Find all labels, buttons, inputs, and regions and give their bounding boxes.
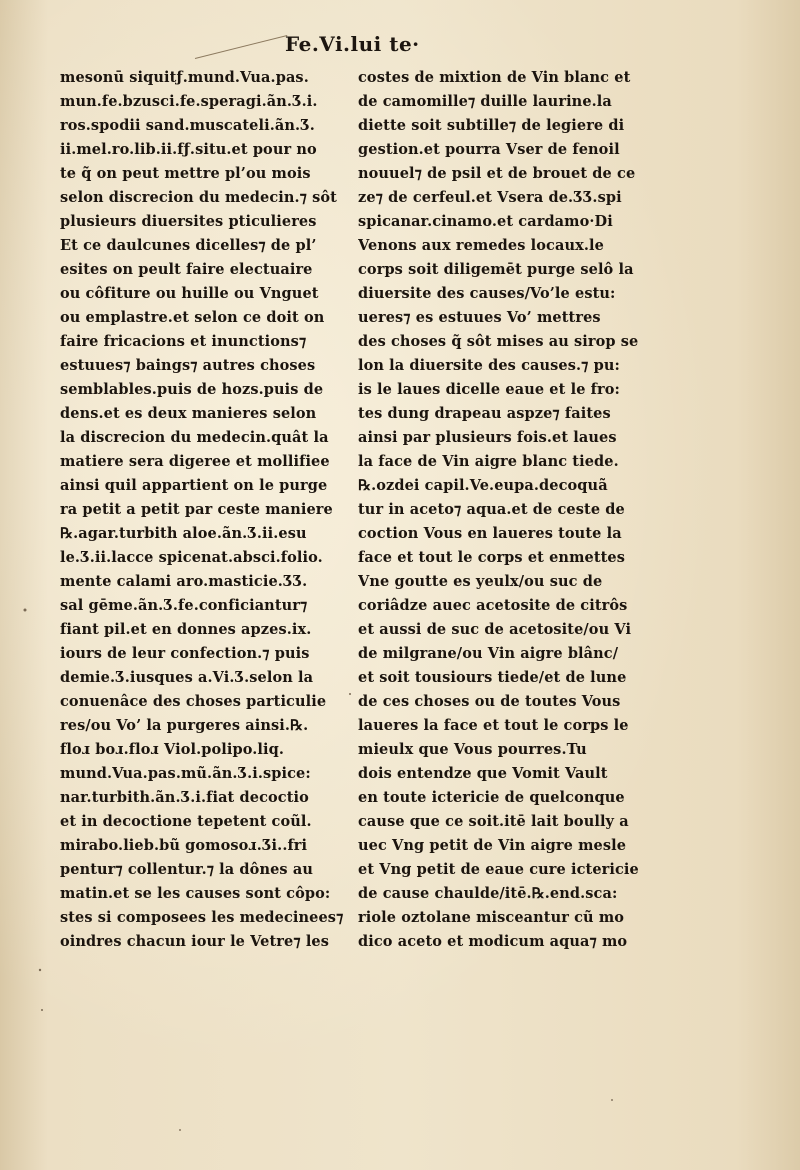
text-line: mesonū siquitƒ.mund.Vua.pas. [60, 69, 309, 86]
text-line: pentur⁊ collentur.⁊ la dônes au [60, 861, 313, 878]
text-line: res/ou Vo’ la purgeres ainsi.℞. [60, 717, 309, 734]
text-line: gestion.et pourra Vser de fenoil [358, 141, 620, 158]
text-line: mieulx que Vous pourres.Tu [358, 741, 587, 758]
text-line: mente calami aro.masticie.ƷƷ. [60, 573, 308, 590]
text-line: la face de Vin aigre blanc tiede. [358, 453, 619, 470]
text-line: semblables.puis de hozs.puis de [60, 381, 324, 398]
text-line: iours de leur confection.⁊ puis [60, 645, 310, 662]
text-line: ℞.agar.turbith aloe.ãn.Ʒ.ii.esu [60, 525, 307, 542]
text-line: et in decoctione tepetent coũl. [60, 813, 312, 830]
text-line: matiere sera digeree et mollifiee [60, 453, 330, 470]
text-line: de camomille⁊ duille laurine.la [358, 93, 612, 110]
text-line: riole oztolane misceantur cũ mo [358, 909, 625, 926]
text-line: spicanar.cinamo.et cardamo·Di [358, 213, 613, 230]
text-line: lon la diuersite des causes.⁊ pu: [358, 357, 620, 374]
text-line: plusieurs diuersites pticulieres [60, 213, 317, 230]
text-line: ainsi quil appartient on le purge [60, 477, 328, 494]
text-line: esites on peult faire electuaire [60, 261, 313, 278]
text-line: laueres la face et tout le corps le [358, 717, 629, 734]
text-line: ou côfiture ou huille ou Vnguet [60, 285, 319, 302]
text-line: oindres chacun iour le Vetre⁊ les [60, 933, 330, 950]
text-line: en toute ictericie de quelconque [358, 789, 625, 806]
text-line: faire fricacions et inunctions⁊ [60, 333, 307, 350]
text-line: des choses q̃ sôt mises au sirop se [358, 333, 639, 350]
text-line: et aussi de suc de acetosite/ou Vi [358, 621, 632, 638]
text-line: ra petit a petit par ceste maniere [60, 501, 333, 518]
text-line: tur in aceto⁊ aqua.et de ceste de [358, 501, 625, 518]
text-line: sal gēme.ãn.Ʒ.fe.conficiantur⁊ [60, 597, 308, 614]
text-line: ii.mel.ro.lib.ii.fƒ.situ.et pour no [60, 141, 317, 158]
text-line: tes dung drapeau aspze⁊ faites [358, 405, 611, 422]
text-line: coction Vous en laueres toute la [358, 525, 622, 542]
text-line: dico aceto et modicum aqua⁊ mo [358, 933, 628, 950]
text-line: selon discrecion du medecin.⁊ sôt [60, 189, 337, 206]
text-line: uec Vng petit de Vin aigre mesle [358, 837, 627, 854]
text-line: is le laues dicelle eaue et le fro: [358, 381, 620, 398]
text-line: mund.Vua.pas.mũ.ãn.Ʒ.i.spice: [60, 765, 311, 782]
text-line: dois entendze que Vomit Vault [358, 765, 608, 782]
text-line: cause que ce soit.itē lait boully a [358, 813, 629, 830]
text-line: ze⁊ de cerfeul.et Vsera de.ƷƷ.spi [358, 189, 622, 206]
text-line: demie.Ʒ.iusques a.Vi.Ʒ.selon la [60, 669, 314, 686]
text-line: conuenâce des choses particulie [60, 693, 327, 710]
text-line: mun.fe.bzusci.fe.speragi.ãn.Ʒ.i. [60, 93, 318, 110]
text-line: et soit tousiours tiede/et de lune [358, 669, 627, 686]
text-line: diuersite des causes/Vo’le estu: [358, 285, 616, 302]
text-line: dens.et es deux manieres selon [60, 405, 317, 422]
text-line: ros.spodii sand.muscateli.ãn.Ʒ. [60, 117, 315, 134]
text-line: te q̃ on peut mettre pl’ou mois [60, 165, 311, 182]
left-column [60, 66, 350, 954]
text-line: la discrecion du medecin.quât la [60, 429, 329, 446]
margin-rule [195, 35, 287, 59]
text-line: costes de mixtion de Vin blanc et [358, 69, 631, 86]
text-line: diette soit subtille⁊ de legiere di [358, 117, 625, 134]
text-line: nouuel⁊ de psil et de brouet de ce [358, 165, 636, 182]
text-line: corps soit diligemēt purge selô la [358, 261, 634, 278]
text-line: ou emplastre.et selon ce doit on [60, 309, 325, 326]
text-line: Et ce daulcunes dicelles⁊ de pl’ [60, 237, 317, 254]
text-line: de milgrane/ou Vin aigre blânc/ [358, 645, 619, 662]
text-line: et Vng petit de eaue cure ictericie [358, 861, 639, 878]
text-line: Venons aux remedes locaux.le [358, 237, 604, 254]
text-line: face et tout le corps et enmettes [358, 549, 626, 566]
text-line: le.Ʒ.ii.lacce spicenat.absci.folio. [60, 549, 323, 566]
text-line: de cause chaulde/itē.℞.end.sca: [358, 885, 618, 902]
text-line: fiant pil.et en donnes apzes.ix. [60, 621, 312, 638]
text-line: ℞.ozdei capil.Ve.eupa.decoquã [358, 477, 608, 494]
text-line: de ces choses ou de toutes Vous [358, 693, 621, 710]
text-line: Vne goutte es yeulx/ou suc de [358, 573, 603, 590]
page-header: Fe.Vi.lui te· [285, 32, 420, 56]
right-column [358, 66, 680, 954]
text-line: ueres⁊ es estuues Vo’ mettres [358, 309, 601, 326]
text-line: matin.et se les causes sont côpo: [60, 885, 331, 902]
text-line: ainsi par plusieurs fois.et laues [358, 429, 617, 446]
text-line: floɹ boɹ.floɹ Viol.polipo.liq. [60, 741, 285, 758]
text-line: estuues⁊ baings⁊ autres choses [60, 357, 316, 374]
text-line: stes si composees les medecinees⁊ [60, 909, 344, 926]
text-line: coriâdze auec acetosite de citrôs [358, 597, 628, 614]
text-line: mirabo.lieb.bũ gomosoɹ.Ʒi..fri [60, 837, 308, 854]
text-line: nar.turbith.ãn.Ʒ.i.fiat decoctio [60, 789, 309, 806]
